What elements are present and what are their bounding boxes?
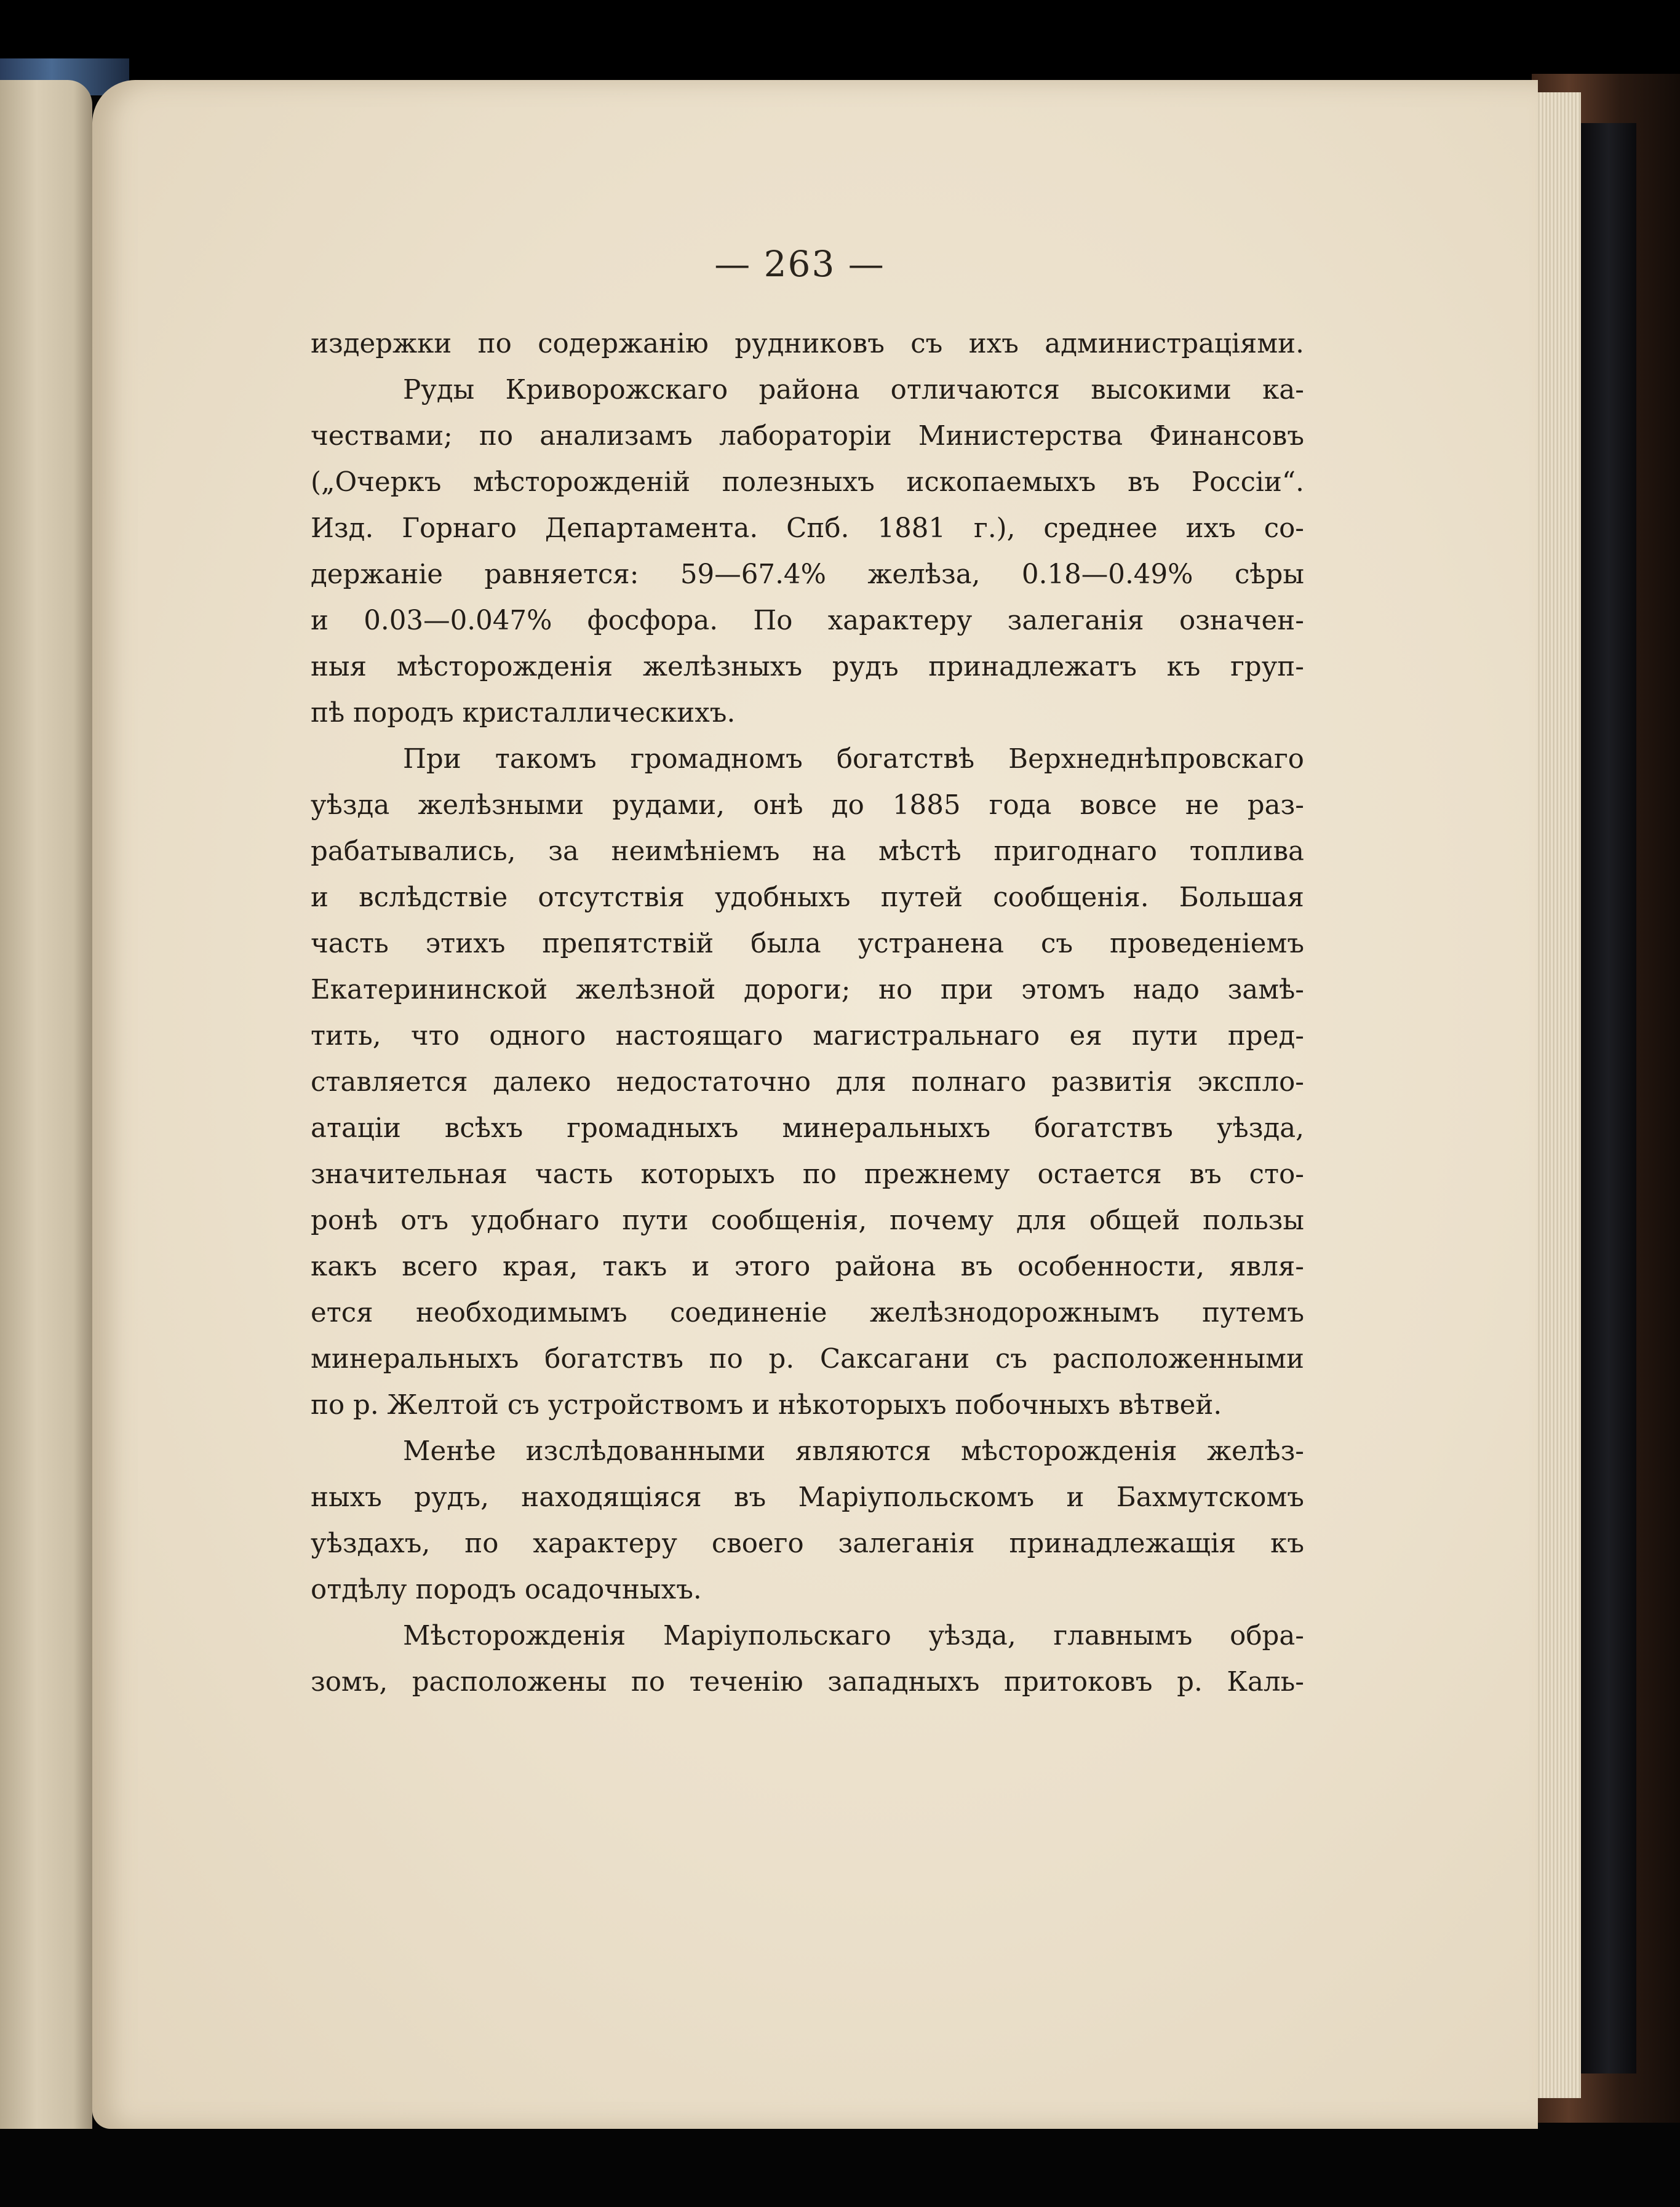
text-line: уѣздахъ, по характеру своего залеганія принадлежащія къ [311,1528,1304,1559]
body-text [311,321,1304,1706]
text-line: и вслѣдствіе отсутствія удобныхъ путей сообщенія. Большая [311,882,1304,913]
text-line: ныхъ рудъ, находящіяся въ Маріупольскомъ и Бахмутскомъ [311,1482,1304,1513]
paragraph-end-line: отдѣлу породъ осадочныхъ. [311,1574,702,1605]
text-line: издержки по содержанію рудниковъ съ ихъ администраціями. [311,329,1304,359]
text-line: ставляется далеко недостаточно для полнаго развитія экспло- [311,1067,1304,1098]
text-line: тить, что одного настоящаго магистральнаго ея пути пред- [311,1021,1304,1052]
text-line: чествами; по анализамъ лабораторіи Министерства Финансовъ [311,421,1304,452]
text-line: зомъ, расположены по теченію западныхъ притоковъ р. Каль- [311,1667,1304,1698]
paragraph-start-line: Мѣсторожденія Маріупольскаго уѣзда, главнымъ обра- [403,1621,1304,1651]
page-block-edges [1532,92,1581,2098]
text-line: рабатывались, за неимѣніемъ на мѣстѣ пригоднаго топлива [311,836,1304,867]
text-line: часть этихъ препятствій была устранена съ проведеніемъ [311,928,1304,959]
paragraph-start-line: Менѣе изслѣдованными являются мѣсторожденія желѣз- [403,1436,1304,1467]
back-cover [1581,123,1636,2073]
paragraph-end-line: по р. Желтой съ устройствомъ и нѣкоторыхъ побочныхъ вѣтвей. [311,1390,1222,1421]
paragraph-start-line: Руды Криворожскаго района отличаются высокими ка- [403,375,1304,405]
text-line: минеральныхъ богатствъ по р. Саксагани съ расположенными [311,1344,1304,1375]
text-line: значительная часть которыхъ по прежнему остается въ сто- [311,1159,1304,1190]
text-line: и 0.03—0.047% фосфора. По характеру залеганія означен- [311,605,1304,636]
text-line: ныя мѣсторожденія желѣзныхъ рудъ принадлежатъ къ груп- [311,652,1304,682]
text-line: держаніе равняется: 59—67.4% желѣза, 0.18—0.49% сѣры [311,559,1304,590]
text-line: атаціи всѣхъ громадныхъ минеральныхъ богатствъ уѣзда, [311,1113,1304,1144]
text-line: ется необходимымъ соединеніе желѣзнодорожнымъ путемъ [311,1298,1304,1328]
paragraph-start-line: При такомъ громадномъ богатствѣ Верхнеднѣпровскаго [403,744,1304,775]
paragraph-end-line: пѣ породъ кристаллическихъ. [311,698,736,728]
text-line: уѣзда желѣзными рудами, онѣ до 1885 года вовсе не раз- [311,790,1304,821]
text-line: Изд. Горнаго Департамента. Спб. 1881 г.), среднее ихъ со- [311,513,1304,544]
text-line: ронѣ отъ удобнаго пути сообщенія, почему для общей пользы [311,1205,1304,1236]
page-number: — 263 — [714,243,885,285]
previous-page-edge [0,80,92,2129]
scan-background [0,0,1680,86]
text-line: Екатерининской желѣзной дороги; но при этомъ надо замѣ- [311,975,1304,1005]
text-line: („Очеркъ мѣсторожденій полезныхъ ископаемыхъ въ Россіи“. [311,467,1304,498]
text-line: какъ всего края, такъ и этого района въ особенности, явля- [311,1251,1304,1282]
